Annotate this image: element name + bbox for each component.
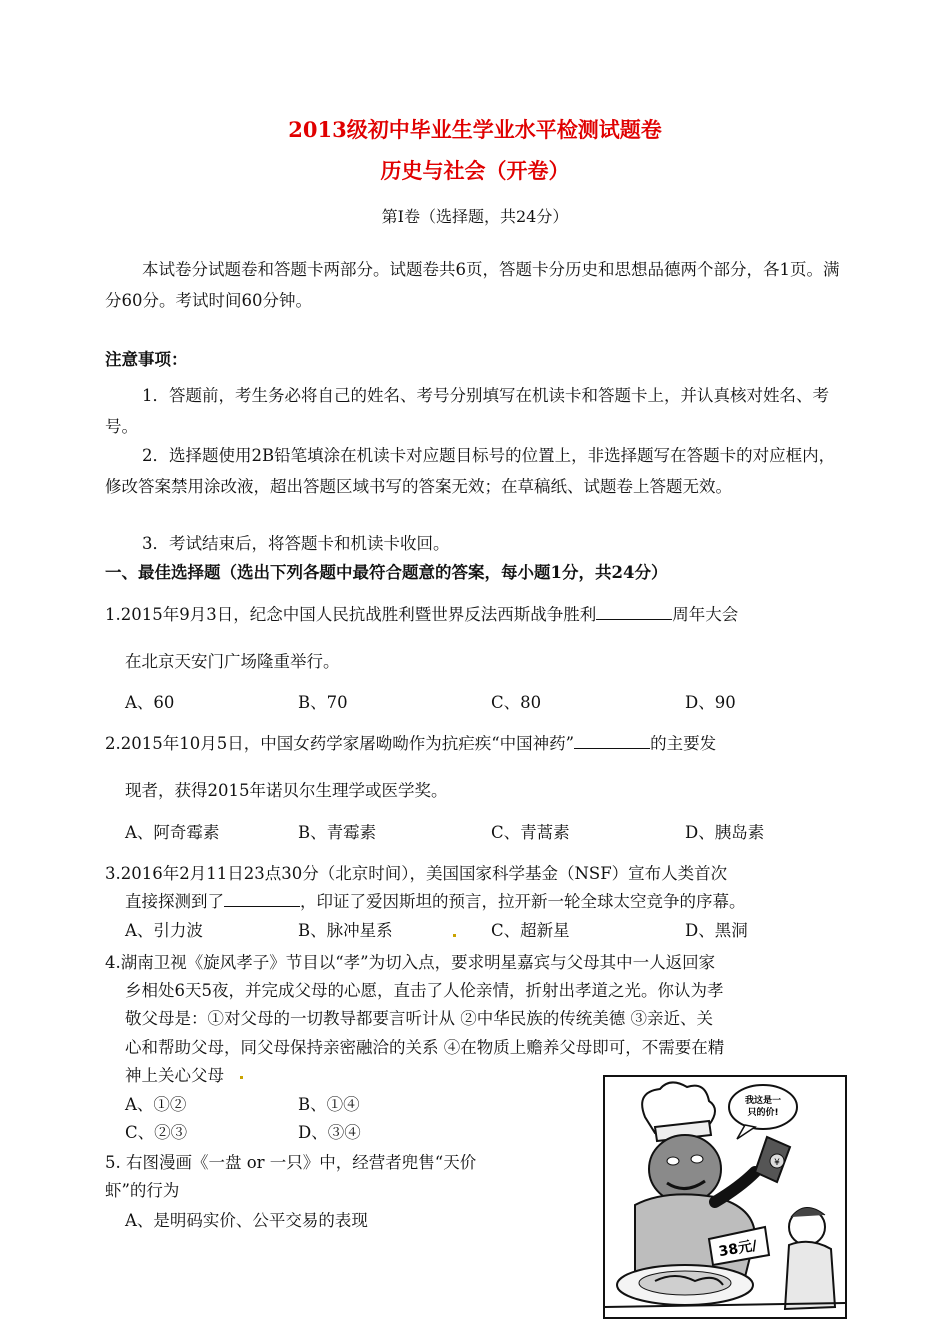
yellow-mark: [453, 934, 456, 937]
q2-option-a: A、阿奇霉素: [125, 823, 220, 842]
q4-line-2: 乡相处6天5夜，并完成父母的心愿，直击了人伦亲情，折射出孝道之光。你认为孝: [125, 981, 724, 1000]
q3-blank: [224, 890, 300, 907]
q2-option-b: B、青霉素: [298, 823, 377, 842]
q3-option-a: A、引力波: [125, 921, 203, 940]
q3-line-1: 3.2016年2月11日23点30分（北京时间），美国国家科学基金（NSF）宣布人类首次: [105, 864, 728, 883]
q2-text-a: 2.2015年10月5日，中国女药学家屠呦呦作为抗疟疾“中国神药”: [105, 734, 575, 753]
q2-line-2: 现者，获得2015年诺贝尔生理学或医学奖。: [125, 781, 448, 800]
q4-line-5: 神上关心父母: [125, 1066, 224, 1085]
q2-blank: [574, 732, 650, 749]
q1-option-c: C、80: [491, 693, 542, 712]
q4-line-1: 4.湖南卫视《旋风孝子》节目以“孝”为切入点，要求明星嘉宾与父母其中一人返回家: [105, 953, 716, 972]
note-item-2: 2．选择题使用2B铅笔填涂在机读卡对应题目标号的位置上，非选择题写在答题卡的对应框内，修改答案禁用涂改液，超出答题区域书写的答案无效；在草稿纸、试题卷上答题无效。: [105, 446, 836, 496]
note-item-3: 3．考试结束后，将答题卡和机读卡收回。: [142, 534, 450, 553]
q1-blank: [596, 603, 672, 620]
q3-text-a: 直接探测到了: [125, 892, 224, 911]
q1-line-2: 在北京天安门广场隆重举行。: [125, 652, 340, 671]
q4-line-3: 敬父母是：①对父母的一切教导都要言听计从 ②中华民族的传统美德 ③亲近、关: [125, 1009, 713, 1028]
intro-paragraph: 本试卷分试题卷和答题卡两部分。试题卷共6页，答题卡分历史和思想品德两个部分，各1页。满分60分。考试时间60分钟。: [105, 260, 840, 310]
q4-line-4: 心和帮助父母，同父母保持亲密融洽的关系 ④在物质上赡养父母即可，不需要在精: [125, 1038, 725, 1057]
part-heading: 第Ⅰ卷（选择题，共24分）: [381, 207, 569, 226]
q4-option-c: C、②③: [125, 1123, 188, 1142]
q2-option-c: C、青蒿素: [491, 823, 570, 842]
q1-option-a: A、60: [125, 693, 175, 712]
q1-line-1: [105, 601, 738, 625]
q5-line-2: 虾”的行为: [105, 1181, 180, 1200]
note-item-1: 1．答题前，考生务必将自己的姓名、考号分别填写在机读卡和答题卡上，并认真核对姓名、考号。: [105, 386, 829, 436]
q3-option-c: C、超新星: [491, 921, 570, 940]
q3-line-2: [125, 888, 746, 912]
cleaver-mark: ¥: [774, 1158, 780, 1168]
cartoon-drawing: [605, 1077, 845, 1317]
exam-subject: 历史与社会（开卷）: [380, 158, 570, 183]
q4-option-a: A、①②: [125, 1095, 187, 1114]
exam-title: 2013级初中毕业生学业水平检测试题卷: [288, 117, 662, 142]
q1-option-b: B、70: [298, 693, 348, 712]
q5-option-a: A、是明码实价、公平交易的表现: [125, 1211, 368, 1230]
section-heading: 一、最佳选择题（选出下列各题中最符合题意的答案，每小题1分，共24分）: [105, 563, 668, 582]
q3-option-b: B、脉冲星系: [298, 921, 393, 940]
speech-text-1: 我这是一: [744, 1096, 782, 1106]
notes-heading: 注意事项：: [105, 350, 188, 369]
cartoon-illustration: [603, 1075, 847, 1319]
q3-text-b: ，印证了爱因斯坦的预言，拉开新一轮全球太空竞争的序幕。: [300, 892, 746, 911]
q2-line-1: [105, 730, 716, 754]
yellow-mark: [240, 1076, 243, 1079]
speech-text-2: 只的价!: [747, 1108, 779, 1118]
q1-text-b: 周年大会: [672, 605, 739, 624]
q2-text-b: 的主要发: [650, 734, 717, 753]
q3-option-d: D、黑洞: [685, 921, 748, 940]
q4-option-d: D、③④: [298, 1123, 361, 1142]
q4-option-b: B、①④: [298, 1095, 360, 1114]
q1-option-d: D、90: [685, 693, 736, 712]
q1-text-a: 1.2015年9月3日，纪念中国人民抗战胜利暨世界反法西斯战争胜利: [105, 605, 597, 624]
price-sign-text: 38元/: [717, 1237, 759, 1261]
q2-option-d: D、胰岛素: [685, 823, 765, 842]
q5-line-1: 5. 右图漫画《一盘 or 一只》中，经营者兜售“天价: [105, 1153, 477, 1172]
